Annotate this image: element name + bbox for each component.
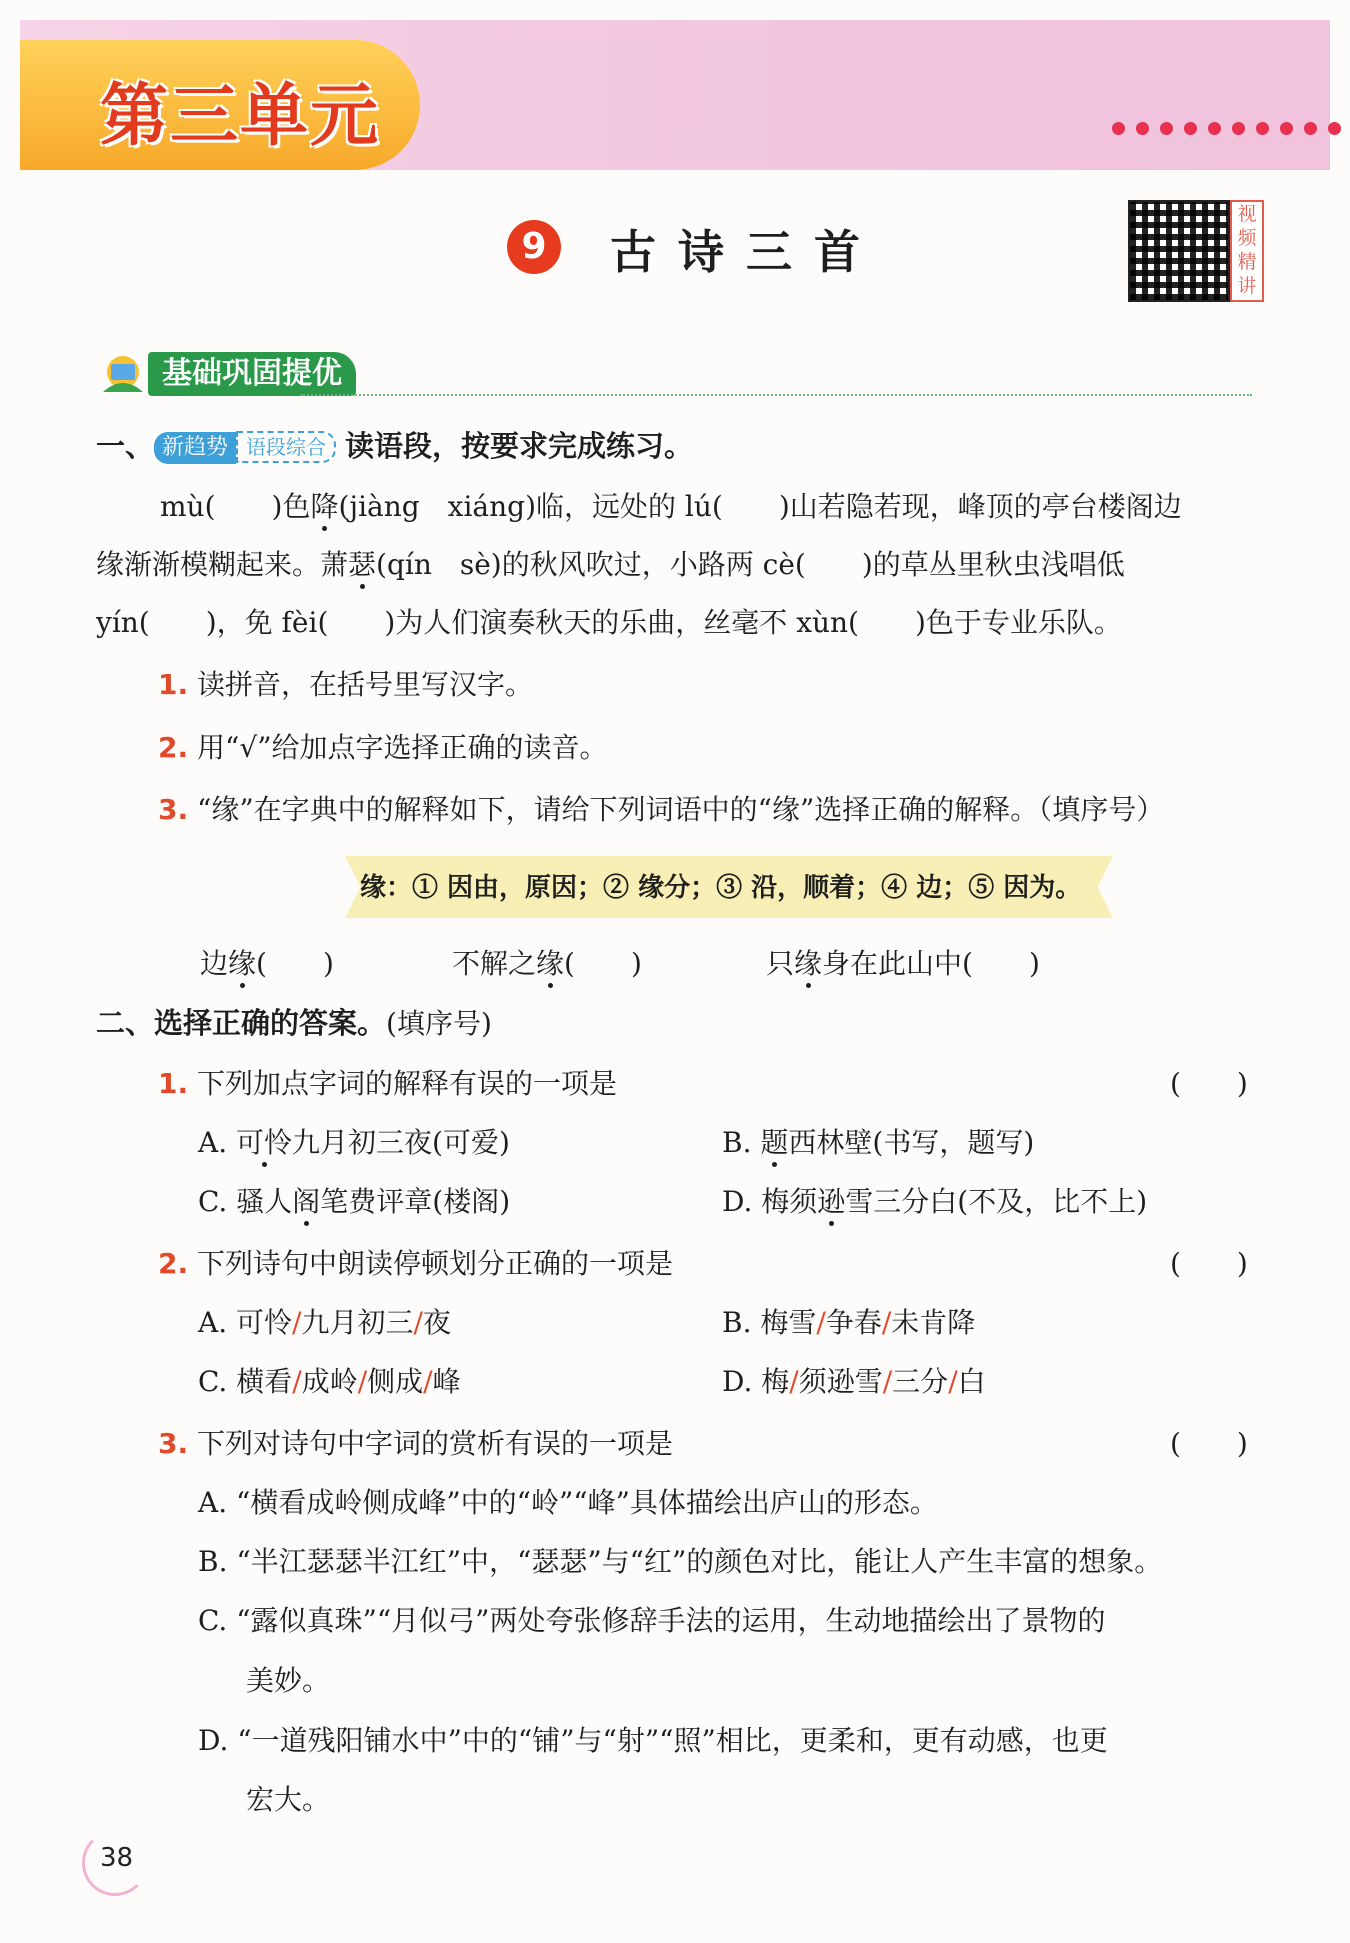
page-number: 38 [100, 1843, 134, 1873]
q2-3-stem: 3. 下列对诗句中字词的赏析有误的一项是 [158, 1427, 674, 1460]
q1-item-1: 1. 读拼音，在括号里写汉字。 [158, 668, 534, 701]
qr-label: 视频精讲 [1230, 200, 1264, 302]
sprout-icon [98, 352, 148, 396]
q2-1-option-b: B. 题西林壁(书写，题写) [722, 1123, 1034, 1163]
q2-2-option-d: D. 梅/须逊雪/三分/白 [722, 1365, 986, 1398]
q2-1-answer-blank[interactable]: ( ) [1170, 1067, 1248, 1100]
q2-2-stem: 2. 下列诗句中朗读停顿划分正确的一项是 [158, 1247, 674, 1280]
q2-2-option-b: B. 梅雪/争春/未肯降 [722, 1306, 976, 1339]
q1-header: 一、 新趋势 语段综合 读语段，按要求完成练习。 [96, 429, 693, 463]
q2-2-option-a: A. 可怜/九月初三/夜 [198, 1306, 451, 1339]
q1-item-2: 2. 用“√”给加点字选择正确的读音。 [158, 731, 608, 764]
q2-3-option-d-cont: 宏大。 [246, 1783, 331, 1816]
q2-1-option-c: C. 骚人阁笔费评章(楼阁) [198, 1182, 510, 1222]
q2-1-option-d: D. 梅须逊雪三分白(不及，比不上) [722, 1182, 1147, 1222]
word-1: 边缘( ) [200, 944, 334, 984]
section-divider [300, 394, 1252, 396]
q1-item-3: 3. “缘”在字典中的解释如下，请给下列词语中的“缘”选择正确的解释。（填序号） [158, 793, 1165, 826]
q2-header: 二、选择正确的答案。(填序号) [96, 1006, 492, 1040]
q1-instruction: 读语段，按要求完成练习。 [344, 429, 693, 463]
decorative-dots [1112, 122, 1341, 135]
q2-3-option-b: B. “半江瑟瑟半江红”中，“瑟瑟”与“红”的颜色对比，能让人产生丰富的想象。 [198, 1545, 1163, 1578]
badge-type: 语段综合 [236, 431, 336, 463]
q2-3-option-d: D. “一道残阳铺水中”中的“铺”与“射”“照”相比，更柔和，更有动感，也更 [198, 1724, 1108, 1757]
passage-line-2: 缘渐渐模糊起来。萧瑟(qín sè)的秋风吹过，小路两 cè( )的草丛里秋虫浅唱低 [96, 545, 1125, 585]
badge-new-trend: 新趋势 [154, 432, 236, 464]
section-title: 基础巩固提优 [148, 352, 356, 396]
q2-3-option-c-cont: 美妙。 [246, 1664, 331, 1697]
q2-2-answer-blank[interactable]: ( ) [1170, 1247, 1248, 1280]
lesson-title: 古诗三首 [610, 225, 882, 279]
q2-2-option-c: C. 横看/成岭/侧成/峰 [198, 1365, 461, 1398]
qr-code-icon[interactable] [1128, 200, 1230, 302]
q2-3-option-a: A. “横看成岭侧成峰”中的“岭”“峰”具体描绘出庐山的形态。 [198, 1486, 938, 1519]
word-3: 只缘身在此山中( ) [766, 944, 1040, 984]
q2-3-answer-blank[interactable]: ( ) [1170, 1427, 1248, 1460]
q2-1-option-a: A. 可怜九月初三夜(可爱) [198, 1123, 510, 1163]
definition-text: 缘：① 因由，原因；② 缘分；③ 沿，顺着；④ 边；⑤ 因为。 [360, 873, 1082, 903]
word-2: 不解之缘( ) [452, 944, 642, 984]
q2-3-option-c: C. “露似真珠”“月似弓”两处夸张修辞手法的运用，生动地描绘出了景物的 [198, 1604, 1106, 1637]
lesson-number: 9 [507, 220, 561, 274]
q2-1-stem: 1. 下列加点字词的解释有误的一项是 [158, 1067, 618, 1100]
passage-line-1: mù( )色降(jiàng xiáng)临，远处的 lú( )山若隐若现，峰顶的亭台楼阁边 [160, 487, 1182, 527]
passage-line-3: yín( )，免 fèi( )为人们演奏秋天的乐曲，丝毫不 xùn( )色于专业乐队。 [96, 606, 1122, 639]
unit-title: 第三单元 [100, 77, 381, 156]
